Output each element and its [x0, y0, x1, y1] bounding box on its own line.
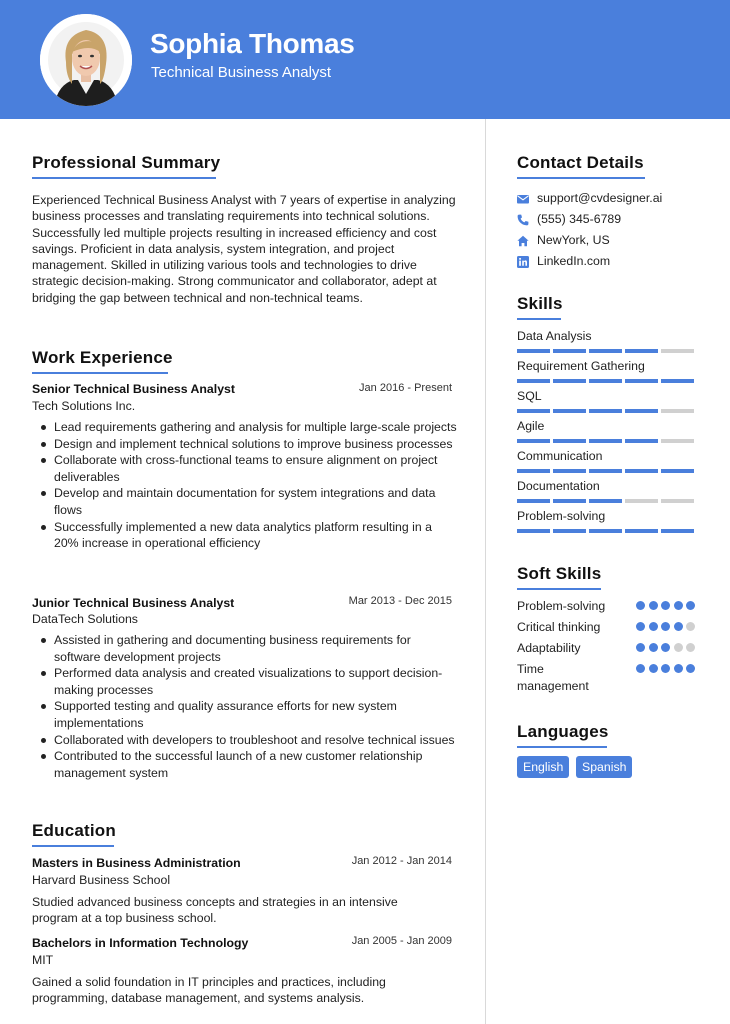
- skill-level-segment: [589, 409, 622, 413]
- skill-level-segment: [517, 379, 550, 383]
- rating-dot: [686, 643, 695, 652]
- skill-level-segment: [625, 439, 658, 443]
- soft-skill-label: Critical thinking: [517, 620, 601, 634]
- rating-dot: [674, 601, 683, 610]
- email-text: support@cvdesigner.ai: [537, 191, 663, 205]
- list-item: Develop and maintain documentation for system integrations and data flows: [32, 485, 458, 518]
- envelope-icon: [517, 193, 529, 205]
- skill-level-segment: [661, 529, 694, 533]
- phone-text: (555) 345-6789: [537, 212, 622, 226]
- skill-level-segment: [553, 409, 586, 413]
- linkedin-text: LinkedIn.com: [537, 254, 611, 268]
- home-icon: [517, 235, 529, 247]
- job-bullets: [32, 632, 458, 781]
- soft-skill-rating: [636, 643, 698, 653]
- contact-heading: Contact Details: [517, 153, 644, 172]
- rating-dot: [686, 601, 695, 610]
- skills-heading: Skills: [517, 294, 563, 313]
- candidate-title: Technical Business Analyst: [151, 64, 332, 81]
- skill-level-segment: [553, 529, 586, 533]
- header-banner: [0, 0, 730, 119]
- experience-heading: Work Experience: [32, 348, 173, 367]
- skill-level-segment: [625, 349, 658, 353]
- skill-level-segment: [517, 469, 550, 473]
- rating-dot: [661, 622, 670, 631]
- list-item: Assisted in gathering and documenting business requirements for software development projects: [32, 632, 458, 665]
- linkedin-icon: [517, 256, 529, 268]
- job-title: Junior Technical Business Analyst: [32, 596, 235, 610]
- rating-dot: [661, 664, 670, 673]
- rating-dot: [649, 601, 658, 610]
- soft-skill-label: Problem-solving: [517, 599, 606, 613]
- rating-dot: [649, 664, 658, 673]
- location-text: NewYork, US: [537, 233, 610, 247]
- skill-level-segment: [661, 499, 694, 503]
- skill-level-bar: [517, 499, 697, 503]
- degree-description: Gained a solid foundation in IT principles and practices, including programming, database management, and systems analysis.: [32, 975, 386, 1006]
- skill-label: Problem-solving: [517, 509, 606, 523]
- skill-level-segment: [661, 409, 694, 413]
- skill-level-segment: [661, 469, 694, 473]
- skill-level-segment: [625, 409, 658, 413]
- degree-title: Bachelors in Information Technology: [32, 936, 249, 950]
- list-item: Successfully implemented a new data analytics platform resulting in a 20% increase in operational efficiency: [32, 519, 458, 552]
- skill-level-segment: [589, 469, 622, 473]
- skill-level-segment: [625, 469, 658, 473]
- skill-level-segment: [553, 469, 586, 473]
- skill-level-segment: [553, 379, 586, 383]
- skill-label: SQL: [517, 389, 542, 403]
- rating-dot: [636, 622, 645, 631]
- contact-underline: [517, 177, 645, 179]
- list-item: Collaborate with cross-functional teams to ensure alignment on project deliverables: [32, 452, 458, 485]
- skill-level-segment: [517, 529, 550, 533]
- list-item: Contributed to the successful launch of a new customer relationship management system: [32, 748, 458, 781]
- skill-level-segment: [517, 349, 550, 353]
- skill-level-bar: [517, 529, 697, 533]
- skill-level-segment: [661, 439, 694, 443]
- rating-dot: [636, 601, 645, 610]
- job-company: DataTech Solutions: [32, 612, 138, 626]
- skill-level-segment: [625, 499, 658, 503]
- school-name: MIT: [32, 953, 54, 967]
- rating-dot: [636, 643, 645, 652]
- degree-title: Masters in Business Administration: [32, 856, 241, 870]
- skill-level-segment: [589, 379, 622, 383]
- job-date: Mar 2013 - Dec 2015: [348, 595, 452, 607]
- skill-level-segment: [553, 439, 586, 443]
- soft-skill-label: Time management: [517, 662, 589, 693]
- rating-dot: [649, 643, 658, 652]
- skill-level-segment: [625, 529, 658, 533]
- skill-level-bar: [517, 439, 697, 443]
- skill-label: Communication: [517, 449, 603, 463]
- skill-level-bar: [517, 379, 697, 383]
- skill-label: Documentation: [517, 479, 600, 493]
- skill-label: Data Analysis: [517, 329, 592, 343]
- skill-level-segment: [589, 439, 622, 443]
- rating-dot: [649, 622, 658, 631]
- degree-date: Jan 2012 - Jan 2014: [351, 855, 452, 867]
- school-name: Harvard Business School: [32, 873, 171, 887]
- job-date: Jan 2016 - Present: [359, 382, 452, 394]
- summary-heading: Professional Summary: [32, 153, 221, 172]
- skill-level-segment: [553, 349, 586, 353]
- degree-date: Jan 2005 - Jan 2009: [351, 935, 452, 947]
- avatar: [40, 14, 132, 106]
- job-bullets: [32, 419, 458, 552]
- soft-skill-rating: [636, 601, 698, 611]
- phone-icon: [517, 214, 529, 226]
- skill-level-segment: [553, 499, 586, 503]
- skill-level-segment: [517, 409, 550, 413]
- education-underline: [32, 845, 114, 847]
- skill-level-segment: [661, 349, 694, 353]
- education-heading: Education: [32, 821, 116, 840]
- skill-level-segment: [517, 439, 550, 443]
- soft-skill-label: Adaptability: [517, 641, 581, 655]
- list-item: Supported testing and quality assurance efforts for new system implementations: [32, 698, 458, 731]
- list-item: Design and implement technical solutions to improve business processes: [32, 436, 458, 453]
- experience-underline: [32, 372, 168, 374]
- rating-dot: [636, 664, 645, 673]
- soft-skill-rating: [636, 622, 698, 632]
- skill-level-segment: [589, 349, 622, 353]
- job-title: Senior Technical Business Analyst: [32, 382, 235, 396]
- rating-dot: [674, 664, 683, 673]
- language-badge: Spanish: [576, 756, 632, 778]
- languages-underline: [517, 746, 607, 748]
- summary-underline: [32, 177, 216, 179]
- rating-dot: [686, 622, 695, 631]
- skill-label: Agile: [517, 419, 545, 433]
- skill-level-segment: [589, 499, 622, 503]
- list-item: Lead requirements gathering and analysis for multiple large-scale projects: [32, 419, 458, 436]
- skill-label: Requirement Gathering: [517, 359, 645, 373]
- soft-skills-heading: Soft Skills: [517, 564, 602, 583]
- skill-level-bar: [517, 349, 697, 353]
- skills-underline: [517, 318, 561, 320]
- rating-dot: [674, 643, 683, 652]
- skill-level-bar: [517, 409, 697, 413]
- rating-dot: [686, 664, 695, 673]
- list-item: Collaborated with developers to troubleshoot and resolve technical issues: [32, 732, 458, 749]
- degree-description: Studied advanced business concepts and strategies in an intensive program at a top business school.: [32, 895, 398, 926]
- languages-heading: Languages: [517, 722, 609, 741]
- candidate-name: Sophia Thomas: [150, 28, 355, 59]
- column-divider: [485, 119, 486, 1024]
- rating-dot: [661, 601, 670, 610]
- soft-skill-rating: [636, 664, 698, 674]
- summary-text: Experienced Technical Business Analyst with 7 years of expertise in analyzing business processes and translating requirements into technical solutions. Successfully led multiple projects resulting in increased efficiency and cost savings. Proficient in data analysis, system integration, and project management. Skilled in utilizing various tools and technologies to drive strategic decision-making. Strong communicator and collaborator, adept at bridging the gap between technical and non-technical teams.: [32, 193, 456, 305]
- skill-level-bar: [517, 469, 697, 473]
- job-company: Tech Solutions Inc.: [32, 399, 136, 413]
- rating-dot: [661, 643, 670, 652]
- soft-skills-underline: [517, 588, 601, 590]
- rating-dot: [674, 622, 683, 631]
- skill-level-segment: [661, 379, 694, 383]
- skill-level-segment: [589, 529, 622, 533]
- skill-level-segment: [625, 379, 658, 383]
- language-badge: English: [517, 756, 569, 778]
- list-item: Performed data analysis and created visualizations to support decision-making processes: [32, 665, 458, 698]
- skill-level-segment: [517, 499, 550, 503]
